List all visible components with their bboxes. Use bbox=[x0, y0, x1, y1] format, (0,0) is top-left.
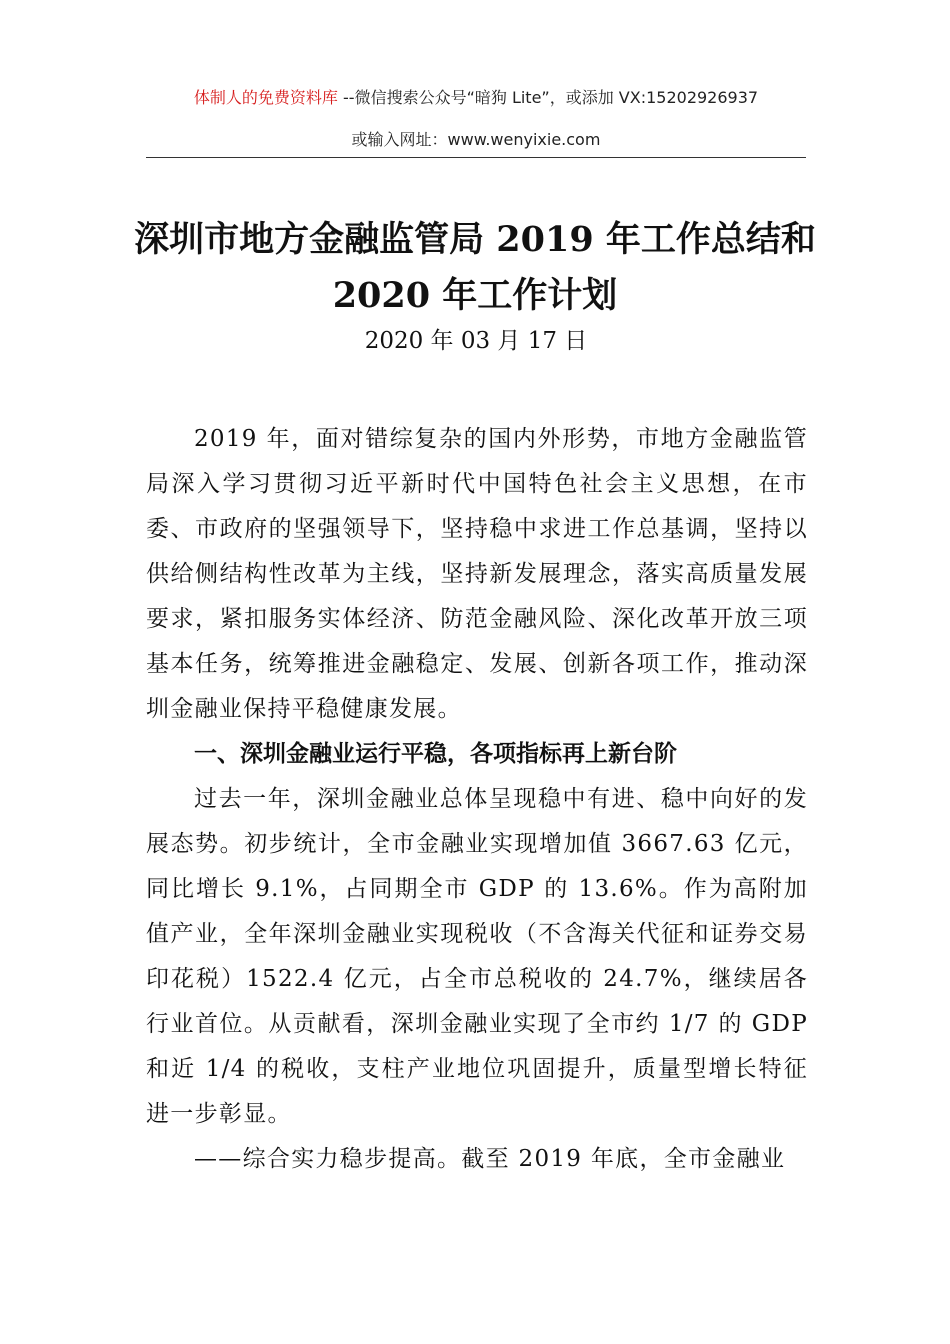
section-1-paragraph: 过去一年，深圳金融业总体呈现稳中有进、稳中向好的发展态势。初步统计，全市金融业实现增加值 3667.63 亿元，同比增长 9.1%，占同期全市 GDP 的 13.6%。作为高附加值产业，全年深圳金融业实现税收（不含海关代征和证券交易印花税）1522.4 亿元，占全市总税收的 24.7%，继续居各行业首位。从贡献看，深圳金融业实现了全市约 1/7 的 GDP 和近 1/4 的税收，支柱产业地位巩固提升，质量型增长特征进一步彰显。 bbox=[146, 786, 808, 1127]
section-1-paragraph-2: ——综合实力稳步提高。截至 2019 年底，全市金融业 bbox=[194, 1146, 786, 1172]
header-promo-text: --微信搜索公众号“暗狗 Lite”，或添加 VX:15202926937 bbox=[337, 88, 759, 107]
header-divider bbox=[146, 157, 806, 158]
title-line-2: 2020 年工作计划 bbox=[332, 275, 618, 316]
intro-paragraph: 2019 年，面对错综复杂的国内外形势，市地方金融监管局深入学习贯彻习近平新时代中国特色社会主义思想，在市委、市政府的坚强领导下，坚持稳中求进工作总基调，坚持以供给侧结构性改革为主线，坚持新发展理念，落实高质量发展要求，紧扣服务实体经济、防范金融风险、深化改革开放三项基本任务，统筹推进金融稳定、发展、创新各项工作，推动深圳金融业保持平稳健康发展。 bbox=[146, 426, 808, 722]
header-promo-line bbox=[146, 84, 806, 112]
title-line-1: 深圳市地方金融监管局 2019 年工作总结和 bbox=[134, 219, 816, 260]
header-brand: 体制人的免费资料库 bbox=[193, 88, 338, 107]
header-website: 或输入网址：www.wenyixie.com bbox=[351, 130, 601, 149]
document-title bbox=[100, 212, 850, 324]
document-date: 2020 年 03 月 17 日 bbox=[364, 328, 588, 354]
section-heading-1: 一、深圳金融业运行平稳，各项指标再上新台阶 bbox=[194, 741, 677, 767]
page-header bbox=[146, 84, 806, 152]
document-body bbox=[146, 417, 808, 1182]
